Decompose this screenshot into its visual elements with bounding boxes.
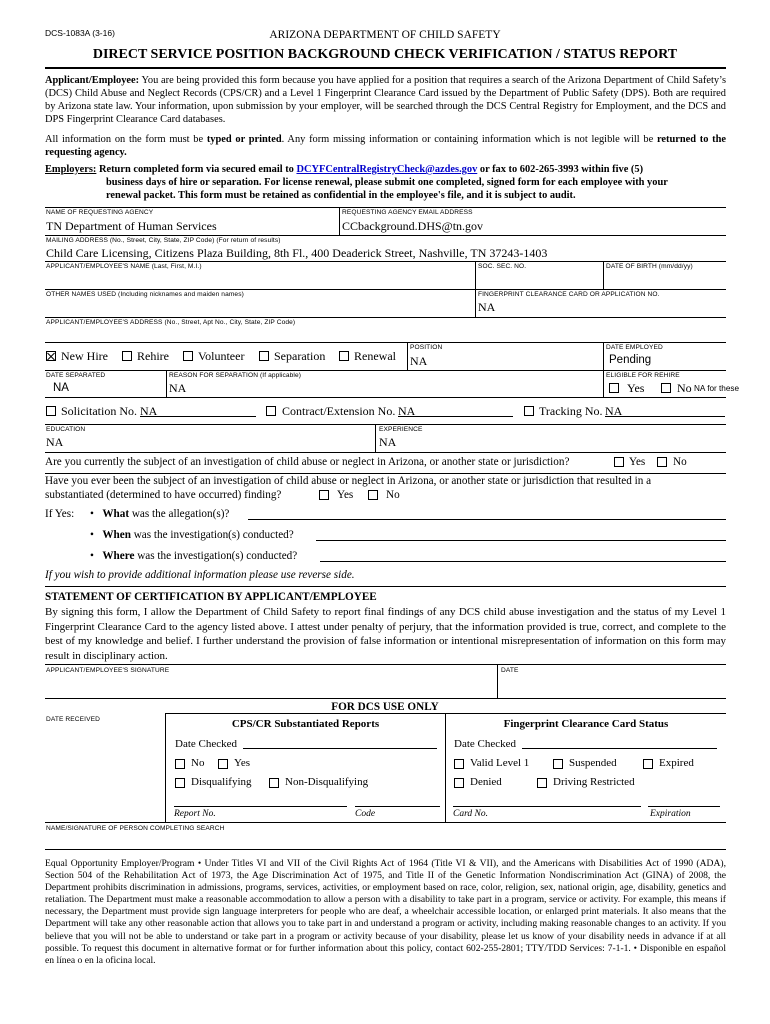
where-bold: Where [102,550,135,562]
contract-checkbox[interactable] [266,406,276,416]
rule [45,849,726,850]
tracking-checkbox[interactable] [524,406,534,416]
position-field[interactable]: NA [410,354,428,368]
rule [45,698,726,699]
applicant-text: You are being provided this form because you have applied for a position that requires a search of the Arizona Department of Child Safety’s (DCS) Child Abuse and Neglect Records (CPS/CR) and a Level 1 Fingerprint Clearance Card issued by the Department of Public Safety (DPS). Both are required by Arizona state law. Your information, upon submission by your employer, will be searched through the DCS Central Registry for Employment, and the DCS and DPS Fingerprint Clearance Card databases. [45,75,726,125]
where-answer-line[interactable] [320,561,726,562]
question-1: Are you currently the subject of an investigation of child abuse or neglect in Arizona, or another state or jurisdiction? [45,456,570,468]
rule [45,289,726,290]
reverse-note: If you wish to provide additional information please use reverse side. [45,569,355,581]
suspended-label: Suspended [569,757,617,769]
rule [45,317,726,318]
non-disqualifying-checkbox[interactable] [269,778,279,788]
question-2-line-2: substantiated (determined to have occurred) finding? [45,489,282,501]
form-title: DIRECT SERVICE POSITION BACKGROUND CHECK VERIFICATION / STATUS REPORT [92,47,678,62]
date-employed-field[interactable]: Pending [609,354,652,366]
divider [603,261,604,289]
fingerprint-label: FINGERPRINT CLEARANCE CARD OR APPLICATION NO. [478,291,660,298]
question-2-line-1: Have you ever been the subject of an investigation of child abuse or neglect in Arizona, or another state or jurisdiction that resulted in a [45,475,652,487]
address-label: APPLICANT/EMPLOYEE'S ADDRESS (No., Street, Apt No., City, State, ZIP Code) [46,319,296,326]
agency-email-label: REQUESTING AGENCY EMAIL ADDRESS [342,209,473,216]
rule [45,452,726,453]
when-question: • When was the investigation(s) conducted? [90,529,294,541]
solicitation-field[interactable]: NA [140,404,158,418]
valid-label: Valid Level 1 [470,757,530,769]
new-hire-checkbox[interactable] [46,351,56,361]
contract-label: Contract/Extension No. [282,404,396,418]
applicant-label: Applicant/Employee: [45,75,140,86]
divider [166,370,167,397]
fingerprint-field[interactable]: NA [478,300,496,314]
separation-label: Separation [274,349,326,363]
q1-no-label: No [673,456,687,468]
date-separated-field[interactable]: NA [53,382,69,394]
cps-no-checkbox[interactable] [175,759,185,769]
reason-field[interactable]: NA [169,381,187,395]
code-label: Code [355,809,376,819]
cps-no-label: No [191,757,205,769]
rule [45,261,726,262]
new-hire-label: New Hire [61,349,108,363]
solicitation-checkbox[interactable] [46,406,56,416]
email-link[interactable]: DCYFCentralRegistryCheck@azdes.gov [296,164,478,175]
employers-label: Employers: [45,164,97,175]
divider [375,424,376,452]
q1-yes-label: Yes [629,456,646,468]
expired-label: Expired [659,757,694,769]
rule [45,473,726,474]
info-bold-1: typed or printed [206,134,282,145]
when-bold: When [102,529,131,541]
info-notice [45,133,726,159]
valid-checkbox[interactable] [454,759,464,769]
certification-heading: STATEMENT OF CERTIFICATION BY APPLICANT/EMPLOYEE [45,591,377,603]
rehire-no-checkbox[interactable] [661,383,671,393]
signature-date-label: DATE [501,667,519,674]
rehire-yes-label: Yes [627,381,645,395]
what-question: • What was the allegation(s)? [90,508,230,520]
employers-line-1 [45,164,643,175]
rehire-no-label: No [677,381,692,395]
rehire-note: NA for these [694,384,740,393]
date-separated-label: DATE SEPARATED [46,372,106,379]
agency-name: ARIZONA DEPARTMENT OF CHILD SAFETY [269,29,501,41]
expiration-line[interactable] [648,806,720,807]
fingerprint-heading: Fingerprint Clearance Card Status [503,718,669,730]
mailing-field[interactable]: Child Care Licensing, Citizens Plaza Building, 8th Fl., 400 Deaderick Street, Nashville, TN 37243-1403 [46,246,548,260]
contract-field[interactable]: NA [398,404,416,418]
name-agency-label: NAME OF REQUESTING AGENCY [46,209,154,216]
cps-date-line[interactable] [243,748,437,749]
volunteer-checkbox[interactable] [183,351,193,361]
q2-no-checkbox[interactable] [368,490,378,500]
fp-date-line[interactable] [522,748,717,749]
rule [45,207,726,208]
when-rest: was the investigation(s) conducted? [133,529,294,541]
date-employed-label: DATE EMPLOYED [606,344,663,351]
employers-line-3: renewal packet. This form must be retained as confidential in the employee's file, and it is subject to audit. [106,190,576,201]
solicitation-line [140,416,256,417]
cps-yes-label: Yes [234,757,251,769]
cps-date-checked-label: Date Checked [175,738,237,750]
cps-heading: CPS/CR Substantiated Reports [231,718,380,730]
tracking-field[interactable]: NA [605,404,623,418]
when-answer-line[interactable] [316,540,726,541]
info-text-1: All information on the form must be [45,134,204,145]
tracking-label: Tracking No. [539,404,603,418]
q1-yes-checkbox[interactable] [614,457,624,467]
other-names-label: OTHER NAMES USED (Including nicknames and maiden names) [46,291,244,298]
dcs-use-heading: FOR DCS USE ONLY [331,701,439,713]
solicitation-label: Solicitation No. [61,404,137,418]
volunteer-label: Volunteer [198,349,245,363]
position-label: POSITION [410,344,443,351]
rule [45,342,726,343]
rehire-label: Rehire [137,349,169,363]
rule [45,664,726,665]
applicant-name-label: APPLICANT/EMPLOYEE'S NAME (Last, First, M.I.) [46,263,202,270]
contract-line [398,416,513,417]
cps-yes-checkbox[interactable] [218,759,228,769]
rehire-checkbox[interactable] [122,351,132,361]
non-disqualifying-label: Non-Disqualifying [285,776,369,788]
experience-field[interactable]: NA [379,435,397,449]
expiration-label: Expiration [650,809,691,819]
where-question: • Where was the investigation(s) conducted? [90,550,298,562]
q1-no-checkbox[interactable] [657,457,667,467]
what-bold: What [102,508,130,520]
ssn-label: SOC. SEC. NO. [478,263,527,270]
q2-no-label: No [386,489,400,501]
applicant-notice [45,74,726,126]
rehire-yes-checkbox[interactable] [609,383,619,393]
renewal-label: Renewal [354,349,396,363]
rule [45,370,726,371]
driving-restricted-label: Driving Restricted [553,776,635,788]
where-rest: was the investigation(s) conducted? [137,550,298,562]
renewal-checkbox[interactable] [339,351,349,361]
denied-checkbox[interactable] [454,778,464,788]
disqualifying-label: Disqualifying [191,776,252,788]
q2-yes-checkbox[interactable] [319,490,329,500]
fp-date-checked-label: Date Checked [454,738,516,750]
title-rule [45,67,726,69]
name-agency-field[interactable]: TN Department of Human Services [46,219,217,233]
rehire-eligible-label: ELIGIBLE FOR REHIRE [606,372,680,379]
education-label: EDUCATION [46,426,86,433]
rule [45,822,726,823]
disqualifying-checkbox[interactable] [175,778,185,788]
report-no-label: Report No. [174,809,216,819]
employers-line-2: business days of hire or separation. For license renewal, please submit one completed, signed form for each employee with your [106,177,668,188]
suspended-checkbox[interactable] [553,759,563,769]
tracking-line [605,416,725,417]
info-bold-2: returned to the requesting agency. [45,134,727,158]
certification-text: By signing this form, I allow the Department of Child Safety to report final findings of any DCS child abuse investigation and the status of my Level 1 Fingerprint Clearance Card to the agency listed above. I attest under penalty of perjury, that the information provided is true, correct, and complete to the best of my knowledge and belief. I further understand the provision of false information or intentional misrepresentation of information on this form may result in disciplinary action. [45,606,726,662]
what-rest: was the allegation(s)? [131,508,230,520]
reason-label: REASON FOR SEPARATION (If applicable) [169,372,302,379]
if-yes-label: If Yes: [45,508,75,520]
mailing-label: MAILING ADDRESS (No., Street, City, State, ZIP Code) (For return of results) [46,237,281,244]
education-field[interactable]: NA [46,435,64,449]
expired-checkbox[interactable] [643,759,653,769]
card-no-label: Card No. [453,809,489,819]
report-no-line[interactable] [174,806,347,807]
footer-notice: Equal Opportunity Employer/Program • Under Titles VI and VII of the Civil Rights Act of 1964 (Title VI & VII), and the Americans with Disabilities Act of 1990 (ADA), Section 504 of the Rehabilitation Act of 1973, the Age Discrimination Act of 1975, and Title II of the Genetic Information Nondiscrimination Act (GINA) of 2008, the Department prohibits discrimination in admissions, programs, services, activities, or employment based on race, color, religion, sex, national origin, age, disability, genetics and retaliation. The Department must make a reasonable accommodation to allow a person with a disability to take part in a program, service or activity. For example, this means if necessary, the Department must provide sign language interpreters for people who are deaf, a wheelchair accessible location, or enlarged print materials. It also means that the Department will take any other reasonable action that allows you to take part in and understand a program or activity, including making reasonable changes to an activity. If you believe that you will not be able to understand or take part in a program or activity because of your disability, please let us know of your disability needs in advance if at all possible. To request this document in alternative format or for further information about this policy, contact 602-255-2801; TTY/TDD Services: 7-1-1. • Disponible en español en línea o en la oficina local. [45,858,726,966]
employers-text-2: or fax to 602-265-3993 within five (5) [479,164,644,175]
agency-email-field[interactable]: CCbackground.DHS@tn.gov [342,219,484,233]
dob-label: DATE OF BIRTH (mm/dd/yy) [606,263,693,270]
code-line[interactable] [355,806,440,807]
denied-label: Denied [470,776,502,788]
what-answer-line[interactable] [248,519,726,520]
rule [45,397,726,398]
card-no-line[interactable] [453,806,641,807]
form-number: DCS-1083A (3-16) [45,28,115,38]
name-signature-label: NAME/SIGNATURE OF PERSON COMPLETING SEARCH [46,825,225,832]
divider [497,664,498,698]
rule [45,586,726,587]
divider [339,207,340,235]
q2-yes-label: Yes [337,489,354,501]
rule [45,424,726,425]
date-received-label: DATE RECEIVED [46,716,100,723]
signature-label: APPLICANT/EMPLOYEE'S SIGNATURE [46,667,170,674]
experience-label: EXPERIENCE [379,426,423,433]
rule [45,235,726,236]
separation-checkbox[interactable] [259,351,269,361]
info-text-2: . Any form missing information or containing information which is not legible will be [281,134,654,145]
divider [407,342,408,370]
driving-restricted-checkbox[interactable] [537,778,547,788]
employers-text-1: Return completed form via secured email to [98,164,294,175]
